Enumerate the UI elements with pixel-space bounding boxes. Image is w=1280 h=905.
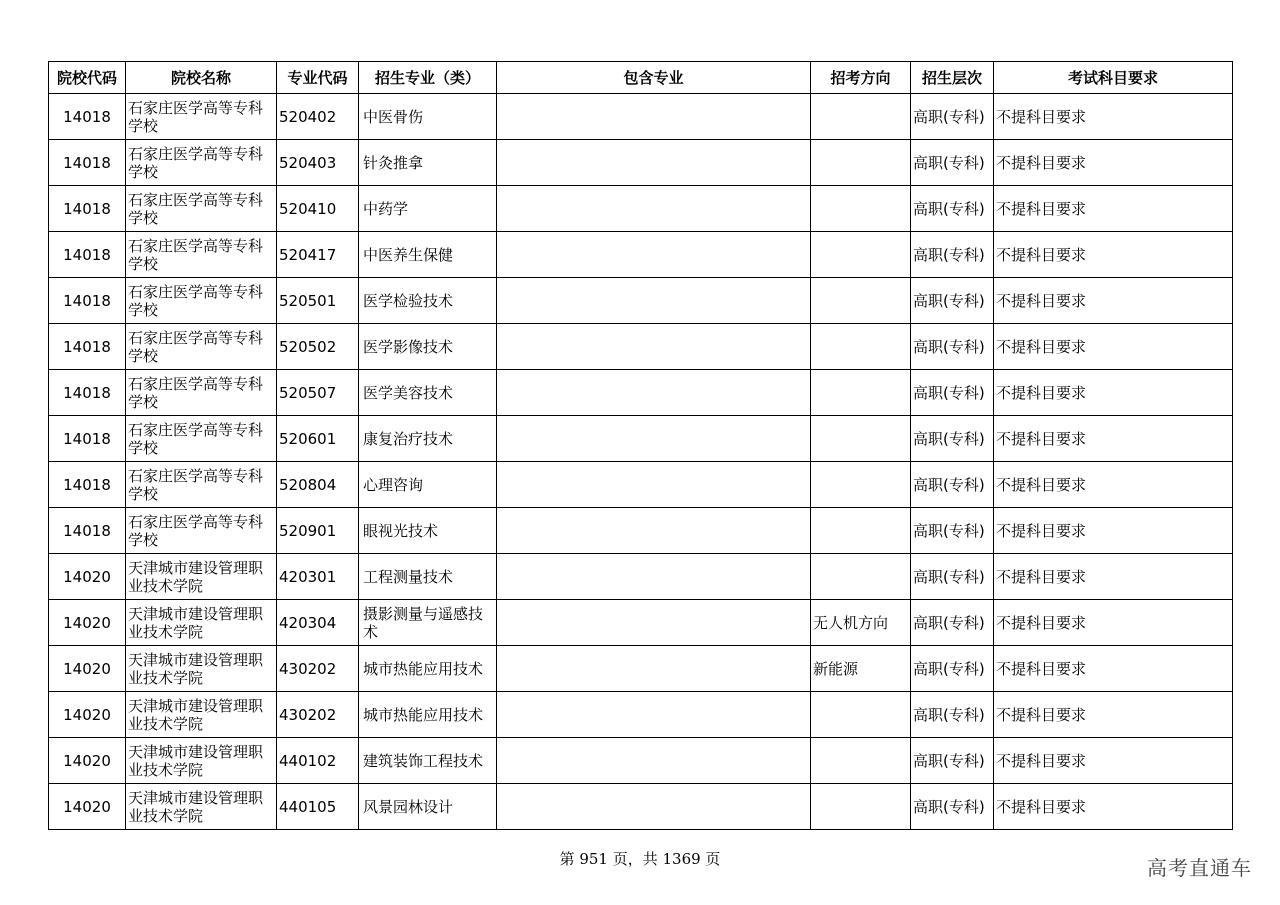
cell-school-code: 14018 (49, 232, 126, 278)
cell-school-name: 石家庄医学高等专科学校 (126, 94, 277, 140)
cell-included-majors (497, 646, 811, 692)
cell-requirement: 不提科目要求 (994, 554, 1233, 600)
cell-requirement: 不提科目要求 (994, 784, 1233, 830)
cell-requirement: 不提科目要求 (994, 416, 1233, 462)
cell-included-majors (497, 278, 811, 324)
cell-school-code: 14018 (49, 278, 126, 324)
table-row (49, 278, 1233, 324)
cell-major-code: 520502 (277, 324, 359, 370)
cell-school-code: 14018 (49, 508, 126, 554)
cell-included-majors (497, 140, 811, 186)
cell-major-code: 440102 (277, 738, 359, 784)
header-school-code: 院校代码 (49, 62, 126, 94)
table-row (49, 186, 1233, 232)
cell-school-code: 14020 (49, 692, 126, 738)
cell-included-majors (497, 324, 811, 370)
cell-major: 中药学 (359, 186, 497, 232)
cell-level: 高职(专科) (911, 554, 994, 600)
cell-included-majors (497, 600, 811, 646)
cell-requirement: 不提科目要求 (994, 738, 1233, 784)
cell-major: 康复治疗技术 (359, 416, 497, 462)
cell-included-majors (497, 186, 811, 232)
cell-school-name: 天津城市建设管理职业技术学院 (126, 646, 277, 692)
cell-requirement: 不提科目要求 (994, 600, 1233, 646)
cell-direction (811, 278, 911, 324)
cell-major: 工程测量技术 (359, 554, 497, 600)
cell-requirement: 不提科目要求 (994, 140, 1233, 186)
cell-major-code: 520507 (277, 370, 359, 416)
table-row (49, 692, 1233, 738)
watermark: 高考直通车 (1147, 856, 1252, 880)
cell-requirement: 不提科目要求 (994, 324, 1233, 370)
cell-school-name: 石家庄医学高等专科学校 (126, 462, 277, 508)
cell-level: 高职(专科) (911, 462, 994, 508)
cell-level: 高职(专科) (911, 370, 994, 416)
cell-direction (811, 462, 911, 508)
cell-level: 高职(专科) (911, 646, 994, 692)
cell-school-code: 14020 (49, 554, 126, 600)
cell-school-name: 石家庄医学高等专科学校 (126, 186, 277, 232)
table-row (49, 738, 1233, 784)
cell-requirement: 不提科目要求 (994, 508, 1233, 554)
cell-included-majors (497, 784, 811, 830)
cell-direction (811, 94, 911, 140)
cell-included-majors (497, 232, 811, 278)
header-requirement: 考试科目要求 (994, 62, 1233, 94)
cell-direction (811, 554, 911, 600)
cell-major-code: 520403 (277, 140, 359, 186)
cell-included-majors (497, 738, 811, 784)
cell-included-majors (497, 416, 811, 462)
page-footer: 第 951 页，共 1369 页 (559, 850, 721, 868)
cell-major-code: 430202 (277, 692, 359, 738)
cell-major-code: 430202 (277, 646, 359, 692)
table-row (49, 600, 1233, 646)
cell-major: 摄影测量与遥感技术 (359, 600, 497, 646)
cell-direction (811, 324, 911, 370)
cell-school-name: 天津城市建设管理职业技术学院 (126, 600, 277, 646)
cell-requirement: 不提科目要求 (994, 278, 1233, 324)
cell-major-code: 520417 (277, 232, 359, 278)
cell-major-code: 420304 (277, 600, 359, 646)
cell-school-code: 14020 (49, 784, 126, 830)
table-row (49, 646, 1233, 692)
cell-included-majors (497, 508, 811, 554)
cell-school-code: 14020 (49, 646, 126, 692)
header-included-majors: 包含专业 (497, 62, 811, 94)
cell-school-code: 14018 (49, 324, 126, 370)
cell-major-code: 520804 (277, 462, 359, 508)
cell-school-name: 石家庄医学高等专科学校 (126, 416, 277, 462)
cell-level: 高职(专科) (911, 692, 994, 738)
cell-school-code: 14018 (49, 140, 126, 186)
cell-major-code: 520402 (277, 94, 359, 140)
cell-requirement: 不提科目要求 (994, 370, 1233, 416)
table-row (49, 370, 1233, 416)
cell-level: 高职(专科) (911, 600, 994, 646)
cell-major: 中医骨伤 (359, 94, 497, 140)
cell-major-code: 420301 (277, 554, 359, 600)
cell-requirement: 不提科目要求 (994, 692, 1233, 738)
cell-direction: 无人机方向 (811, 600, 911, 646)
cell-level: 高职(专科) (911, 416, 994, 462)
cell-direction (811, 784, 911, 830)
cell-major: 风景园林设计 (359, 784, 497, 830)
cell-direction (811, 140, 911, 186)
cell-major: 医学影像技术 (359, 324, 497, 370)
cell-level: 高职(专科) (911, 232, 994, 278)
header-major: 招生专业（类） (359, 62, 497, 94)
cell-included-majors (497, 462, 811, 508)
cell-school-code: 14018 (49, 186, 126, 232)
cell-major: 心理咨询 (359, 462, 497, 508)
cell-major: 医学检验技术 (359, 278, 497, 324)
cell-major-code: 520901 (277, 508, 359, 554)
cell-major: 医学美容技术 (359, 370, 497, 416)
table-row (49, 94, 1233, 140)
table-row (49, 140, 1233, 186)
cell-level: 高职(专科) (911, 186, 994, 232)
header-school-name: 院校名称 (126, 62, 277, 94)
cell-level: 高职(专科) (911, 140, 994, 186)
cell-major-code: 520410 (277, 186, 359, 232)
cell-level: 高职(专科) (911, 738, 994, 784)
table-row (49, 232, 1233, 278)
cell-major: 城市热能应用技术 (359, 692, 497, 738)
cell-major-code: 520601 (277, 416, 359, 462)
cell-direction: 新能源 (811, 646, 911, 692)
cell-included-majors (497, 692, 811, 738)
cell-direction (811, 692, 911, 738)
cell-included-majors (497, 554, 811, 600)
header-direction: 招考方向 (811, 62, 911, 94)
cell-school-code: 14018 (49, 462, 126, 508)
table-row (49, 462, 1233, 508)
cell-level: 高职(专科) (911, 784, 994, 830)
cell-school-code: 14018 (49, 370, 126, 416)
cell-requirement: 不提科目要求 (994, 94, 1233, 140)
cell-school-name: 天津城市建设管理职业技术学院 (126, 692, 277, 738)
cell-level: 高职(专科) (911, 278, 994, 324)
cell-school-name: 天津城市建设管理职业技术学院 (126, 784, 277, 830)
cell-major: 眼视光技术 (359, 508, 497, 554)
table-header-row (49, 62, 1233, 94)
table-row (49, 324, 1233, 370)
cell-school-name: 石家庄医学高等专科学校 (126, 278, 277, 324)
cell-direction (811, 738, 911, 784)
cell-direction (811, 508, 911, 554)
cell-major: 城市热能应用技术 (359, 646, 497, 692)
cell-major: 中医养生保健 (359, 232, 497, 278)
table-row (49, 416, 1233, 462)
cell-requirement: 不提科目要求 (994, 232, 1233, 278)
cell-school-code: 14018 (49, 416, 126, 462)
cell-included-majors (497, 94, 811, 140)
cell-included-majors (497, 370, 811, 416)
cell-requirement: 不提科目要求 (994, 646, 1233, 692)
cell-school-code: 14020 (49, 738, 126, 784)
cell-school-name: 石家庄医学高等专科学校 (126, 324, 277, 370)
cell-school-code: 14018 (49, 94, 126, 140)
enrollment-table (48, 61, 1233, 830)
cell-school-name: 天津城市建设管理职业技术学院 (126, 554, 277, 600)
cell-direction (811, 232, 911, 278)
cell-direction (811, 370, 911, 416)
cell-requirement: 不提科目要求 (994, 186, 1233, 232)
cell-school-name: 石家庄医学高等专科学校 (126, 370, 277, 416)
cell-school-name: 石家庄医学高等专科学校 (126, 508, 277, 554)
table-row (49, 508, 1233, 554)
cell-school-name: 石家庄医学高等专科学校 (126, 140, 277, 186)
table-row (49, 784, 1233, 830)
cell-major-code: 520501 (277, 278, 359, 324)
cell-major-code: 440105 (277, 784, 359, 830)
cell-requirement: 不提科目要求 (994, 462, 1233, 508)
cell-school-name: 石家庄医学高等专科学校 (126, 232, 277, 278)
cell-major: 建筑装饰工程技术 (359, 738, 497, 784)
header-major-code: 专业代码 (277, 62, 359, 94)
cell-level: 高职(专科) (911, 94, 994, 140)
cell-level: 高职(专科) (911, 324, 994, 370)
cell-direction (811, 186, 911, 232)
header-level: 招生层次 (911, 62, 994, 94)
cell-level: 高职(专科) (911, 508, 994, 554)
table-row (49, 554, 1233, 600)
cell-direction (811, 416, 911, 462)
cell-school-code: 14020 (49, 600, 126, 646)
cell-major: 针灸推拿 (359, 140, 497, 186)
cell-school-name: 天津城市建设管理职业技术学院 (126, 738, 277, 784)
